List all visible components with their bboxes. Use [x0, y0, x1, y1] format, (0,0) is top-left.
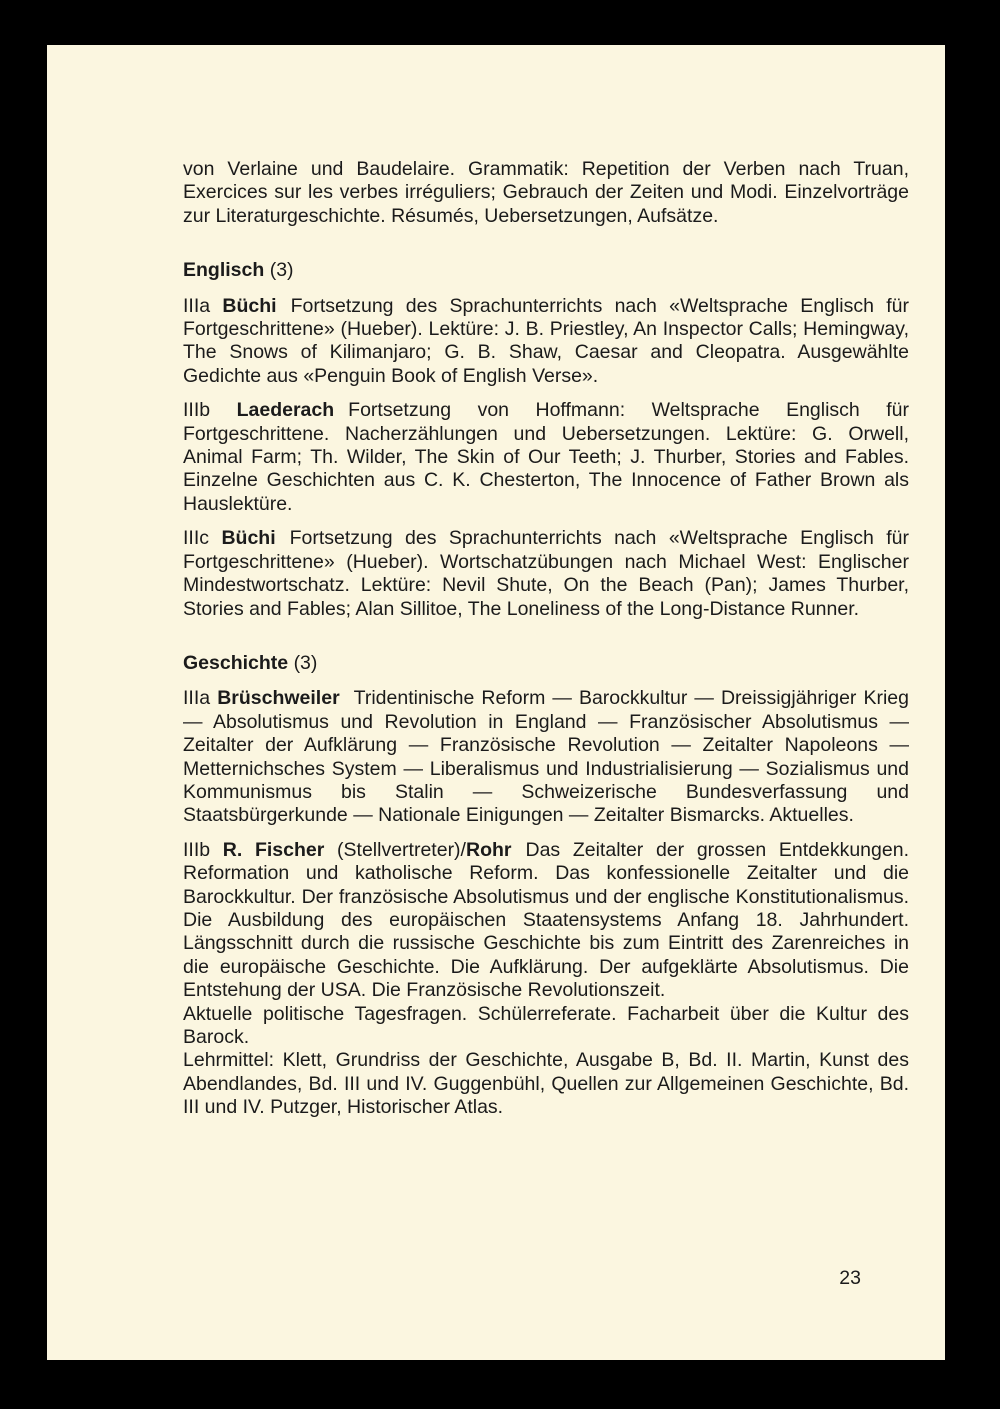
class-label: IIIb: [183, 838, 211, 861]
entry-text: Fortsetzung von Hoffmann: Weltsprache Englisch für Fortgeschrittene. Nacherzählungen und Uebersetzungen. Lektüre: G. Orwell, Animal Farm; Th. Wilder, The Skin of Our Teeth; J. Thurber, Stories and Fables. Einzelne Geschichten aus C. K. Chesterton, The Innocence of Father Brown als Hauslektüre.: [183, 399, 910, 515]
page-number: 23: [839, 1267, 861, 1289]
class-label: IIIa: [183, 687, 211, 710]
entry-englisch-iiic: [183, 527, 909, 621]
entry-englisch-iiib: [183, 399, 909, 516]
page-content: [183, 158, 909, 1120]
section-heading-englisch: [183, 259, 909, 282]
section-title: Geschichte: [183, 651, 289, 674]
teacher-name: Laederach: [236, 399, 335, 422]
entry-text: Fortsetzung des Sprachunterrichts nach «Weltsprache Englisch für Fortgeschrittene» (Hueber). Lektüre: J. B. Priestley, An Inspector Calls; Hemingway, The Snows of Kilimanjaro; G. B. Shaw, Caesar and Cleopatra. Ausgewählte Gedichte aus «Penguin Book of English Verse».: [183, 294, 909, 387]
class-label: IIIa: [183, 294, 211, 317]
teacher-name: Büchi: [222, 294, 277, 317]
entry-text: Das Zeitalter der grossen Entdekkungen. Reformation und katholische Reform. Das konfessionelle Zeitalter und die Barockkultur. Der französische Absolutismus und der englische Konstitutionalismus. Die Ausbildung des europäischen Staatensystems Anfang 18. Jahrhundert. Längsschnitt durch die russische Geschichte bis zum Eintritt des Zarenreiches in die europäische Geschichte. Die Aufklärung. Der aufgeklärte Absolutismus. Die Entstehung der USA. Die Französische Revolutionszeit.: [183, 838, 909, 1002]
entry-text: Tridentinische Reform — Barockkultur — Dreissigjähriger Krieg — Absolutismus und Revolution in England — Französischer Absolutismus — Zeitalter der Aufklärung — Französische Revolution — Zeitalter Napoleons — Metternichsches System — Liberalismus und Industrialisierung — Sozialismus und Kommunismus bis Stalin — Schweizerische Bundesverfassung und Staatsbürgerkunde — Nationale Einigungen — Zeitalter Bismarcks. Aktuelles.: [183, 687, 909, 827]
teacher-name: R. Fischer: [222, 838, 325, 861]
section-hours: (3): [269, 259, 294, 282]
section-heading-geschichte: [183, 652, 909, 675]
intro-paragraph: von Verlaine und Baudelaire. Grammatik: Repetition der Verben nach Truan, Exercices sur les verbes irréguliers; Gebrauch der Zeiten und Modi. Einzelvorträge zur Literaturgeschichte. Résumés, Uebersetzungen, Aufsätze.: [183, 158, 909, 227]
entry-geschichte-lehrmittel: Lehrmittel: Klett, Grundriss der Geschichte, Ausgabe B, Bd. II. Martin, Kunst des Abendlandes, Bd. III und IV. Guggenbühl, Quellen zur Allgemeinen Geschichte, Bd. III und IV. Putzger, Historischer Atlas.: [183, 1049, 909, 1119]
teacher-name: Büchi: [221, 527, 276, 550]
entry-text: Fortsetzung des Sprachunterrichts nach «Weltsprache Englisch für Fortgeschrittene» (Hueber). Wortschatzübungen nach Michael West: Englischer Mindestwortschatz. Lektüre: Nevil Shute, On the Beach (Pan); James Thurber, Stories and Fables; Alan Sillitoe, The Loneliness of the Long-Distance Runner.: [183, 527, 909, 620]
teacher-note: (Stellvertreter)/: [337, 838, 466, 861]
section-hours: (3): [293, 651, 318, 674]
entry-geschichte-iiia: [183, 687, 909, 827]
entry-geschichte-extra: Aktuelle politische Tagesfragen. Schülerreferate. Facharbeit über die Kultur des Barock.: [183, 1002, 909, 1048]
class-label: IIIb: [183, 399, 211, 422]
class-label: IIIc: [183, 527, 210, 550]
teacher-name: Brüschweiler: [217, 687, 340, 710]
document-page: [47, 45, 945, 1360]
entry-geschichte-iiib: [183, 839, 909, 1003]
teacher-name: Rohr: [465, 838, 512, 861]
section-title: Englisch: [183, 259, 265, 282]
entry-englisch-iiia: [183, 295, 909, 389]
